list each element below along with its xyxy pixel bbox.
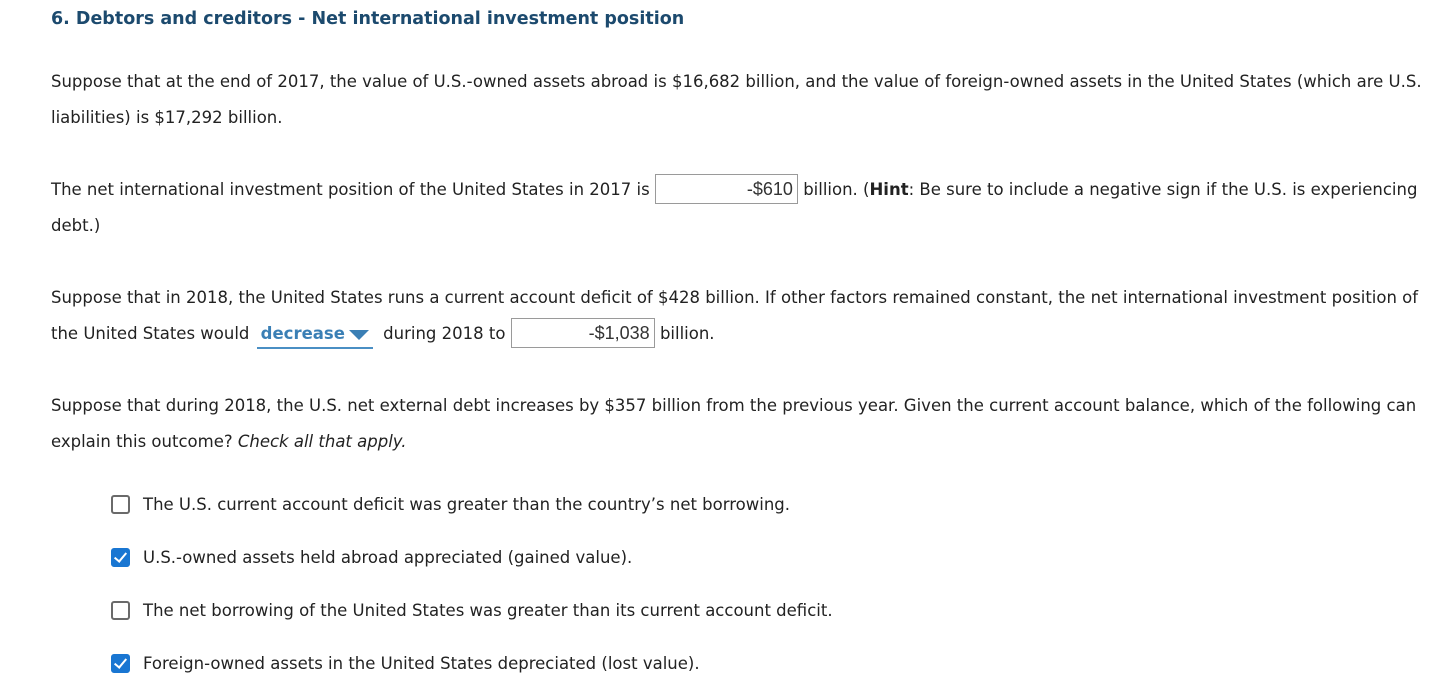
- question-paragraph-1: Suppose that at the end of 2017, the value of U.S.-owned assets abroad is $16,682 billion, and the value of foreign-owned assets in the United States (which are U.S. liabilities) is $17,292 billion.: [51, 72, 1422, 127]
- option-2-label[interactable]: U.S.-owned assets held abroad appreciated (gained value).: [143, 547, 633, 567]
- option-3[interactable]: [111, 599, 833, 621]
- hint-text: : Be sure to include a negative sign if the U.S. is experiencing debt.): [51, 180, 1418, 235]
- p3-text-before: Suppose that in 2018, the United States runs a current account deficit of $428 billion. If other factors remained constant, the net international investment position of the United States would: [51, 288, 1419, 343]
- option-4[interactable]: [111, 652, 700, 674]
- p2-text-after: billion. (: [797, 180, 870, 199]
- page-title: 6. Debtors and creditors - Net international investment position: [51, 9, 685, 29]
- option-2[interactable]: [111, 546, 632, 568]
- net-position-2017-answer-box[interactable]: -$610: [655, 174, 798, 204]
- change-direction-dropdown[interactable]: [257, 321, 373, 349]
- check-all-instruction: Check all that apply.: [237, 432, 407, 451]
- option-4-label[interactable]: Foreign-owned assets in the United States depreciated (lost value).: [143, 653, 700, 673]
- option-1-label[interactable]: The U.S. current account deficit was greater than the country’s net borrowing.: [143, 494, 791, 514]
- hint-label: Hint: [869, 180, 909, 199]
- p4-text: Suppose that during 2018, the U.S. net external debt increases by $357 billion from the previous year. Given the current account balance, which of the following can explain this outcome?: [51, 396, 1417, 451]
- question-paragraph-4: [51, 388, 1431, 460]
- option-3-label[interactable]: The net borrowing of the United States was greater than its current account deficit.: [143, 600, 833, 620]
- option-1-checkbox[interactable]: [111, 495, 130, 514]
- p2-text-before: The net international investment position of the United States in 2017 is: [51, 180, 650, 199]
- p3-text-middle: during 2018 to: [383, 324, 506, 343]
- question-paragraph-2: [51, 172, 1431, 244]
- dropdown-caret-icon: [349, 330, 369, 340]
- option-1[interactable]: [111, 493, 790, 515]
- net-position-2018-answer-box[interactable]: -$1,038: [511, 318, 655, 348]
- option-4-checkbox[interactable]: [111, 654, 130, 673]
- option-2-checkbox[interactable]: [111, 548, 130, 567]
- question-paragraph-3: [51, 280, 1431, 352]
- option-3-checkbox[interactable]: [111, 601, 130, 620]
- p3-text-after: billion.: [654, 324, 715, 343]
- dropdown-selected-value: decrease: [260, 324, 345, 343]
